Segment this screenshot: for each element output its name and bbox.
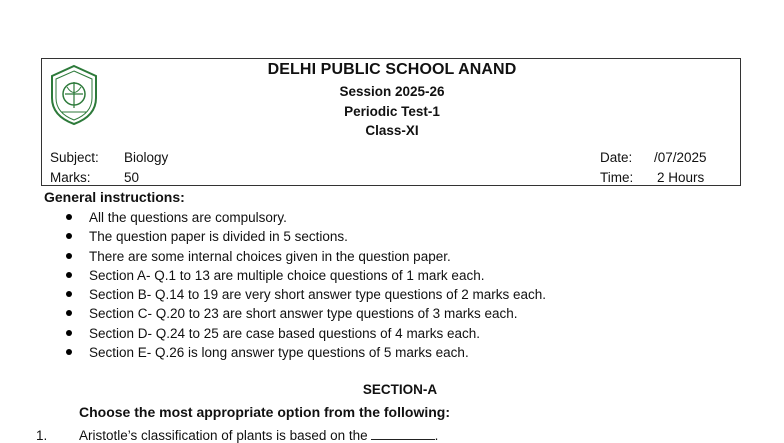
section-a-direction: Choose the most appropriate option from the following: [79,404,450,420]
instruction-item [64,304,546,323]
instruction-text: Section E- Q.26 is long answer type questions of 5 marks each. [89,345,469,361]
time-value: 2 Hours [657,170,705,185]
marks-label: Marks: [50,170,91,185]
instruction-text: Section A- Q.1 to 13 are multiple choice questions of 1 mark each. [89,267,485,283]
bullet-icon [66,330,72,336]
instruction-item [64,227,546,246]
instruction-item [64,324,546,343]
time-label: Time: [600,170,634,185]
subject-value: Biology [124,150,169,165]
bullet-icon [66,233,72,239]
class-name: Class-XI [365,123,419,138]
subject-label: Subject: [50,150,99,165]
answer-blank [371,439,435,440]
question-end: . [434,428,439,443]
date-label: Date: [600,150,633,165]
marks-value: 50 [124,170,140,185]
session: Session 2025-26 [339,84,445,99]
bullet-icon [66,253,72,259]
instruction-item [64,208,546,227]
instruction-text: There are some internal choices given in the question paper. [89,248,451,264]
instruction-text: The question paper is divided in 5 sections. [89,229,348,245]
bullet-icon [66,272,72,278]
school-name: DELHI PUBLIC SCHOOL ANAND [267,61,517,78]
test-name: Periodic Test-1 [344,104,440,119]
instructions-list [64,208,546,362]
question-number: 1. [36,428,48,443]
bullet-icon [66,349,72,355]
instruction-item [64,343,546,362]
instruction-item [64,266,546,285]
section-a-title: SECTION-A [362,382,438,397]
question-stem: Aristotle’s classification of plants is based on the [79,428,368,443]
instruction-text: Section D- Q.24 to 25 are case based questions of 4 marks each. [89,325,480,341]
bullet-icon [66,310,72,316]
instruction-item [64,285,546,304]
instruction-text: All the questions are compulsory. [89,210,287,225]
bullet-icon [66,291,72,297]
instruction-item [64,247,546,266]
instruction-text: Section B- Q.14 to 19 are very short answer type questions of 2 marks each. [89,287,546,303]
date-value: /07/2025 [654,150,707,165]
instructions-heading: General instructions: [44,189,185,205]
instruction-text: Section C- Q.20 to 23 are short answer type questions of 3 marks each. [89,306,518,322]
bullet-icon [66,214,72,220]
